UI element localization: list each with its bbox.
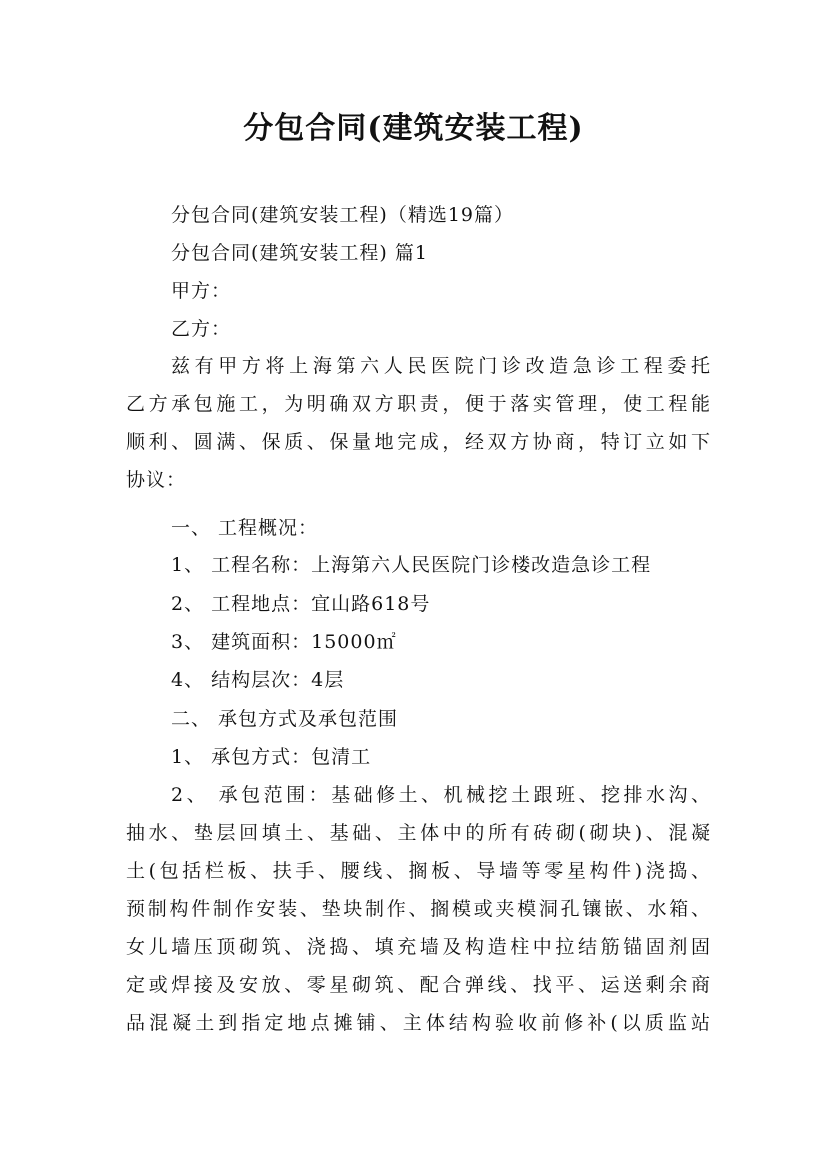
piece-heading: 分包合同(建筑安装工程) 篇1 xyxy=(171,242,428,264)
scope-line-3: 土(包括栏板、扶手、腰线、搁板、导墙等零星构件)浇捣、 xyxy=(126,860,710,882)
section-2-item-1: 1、 承包方式：包清工 xyxy=(171,746,372,768)
scope-line-5: 女儿墙压顶砌筑、浇捣、填充墙及构造柱中拉结筋锚固剂固 xyxy=(126,936,710,958)
scope-line-2: 抽水、垫层回填土、基础、主体中的所有砖砌(砌块)、混凝 xyxy=(126,822,710,844)
scope-line-6: 定或焊接及安放、零星砌筑、配合弹线、找平、运送剩余商 xyxy=(126,974,710,996)
subtitle: 分包合同(建筑安装工程)（精选19篇） xyxy=(171,204,515,226)
section-2-heading: 二、 承包方式及承包范围 xyxy=(171,708,399,730)
scope-line-4: 预制构件制作安装、垫块制作、搁模或夹模洞孔镶嵌、水箱、 xyxy=(126,898,710,920)
intro-line-2: 乙方承包施工，为明确双方职责，便于落实管理，使工程能 xyxy=(126,393,710,415)
section-1-item-4: 4、 结构层次：4层 xyxy=(171,669,345,691)
intro-line-1: 兹有甲方将上海第六人民医院门诊改造急诊工程委托 xyxy=(171,355,710,377)
section-1-item-1: 1、 工程名称：上海第六人民医院门诊楼改造急诊工程 xyxy=(171,554,652,576)
section-1-heading: 一、 工程概况： xyxy=(171,517,319,539)
party-b-label: 乙方： xyxy=(171,318,232,340)
party-a-label: 甲方： xyxy=(171,280,232,302)
scope-line-7: 品混凝土到指定地点摊铺、主体结构验收前修补(以质监站 xyxy=(126,1012,710,1034)
section-1-item-2: 2、 工程地点：宜山路618号 xyxy=(171,593,431,615)
scope-line-1: 2、 承包范围：基础修土、机械挖土跟班、挖排水沟、 xyxy=(171,784,710,806)
intro-line-3: 顺利、圆满、保质、保量地完成，经双方协商，特订立如下 xyxy=(126,431,710,453)
document-title: 分包合同(建筑安装工程) xyxy=(243,111,584,146)
intro-line-4: 协议： xyxy=(126,469,187,491)
section-1-item-3: 3、 建筑面积：15000㎡ xyxy=(171,631,397,653)
